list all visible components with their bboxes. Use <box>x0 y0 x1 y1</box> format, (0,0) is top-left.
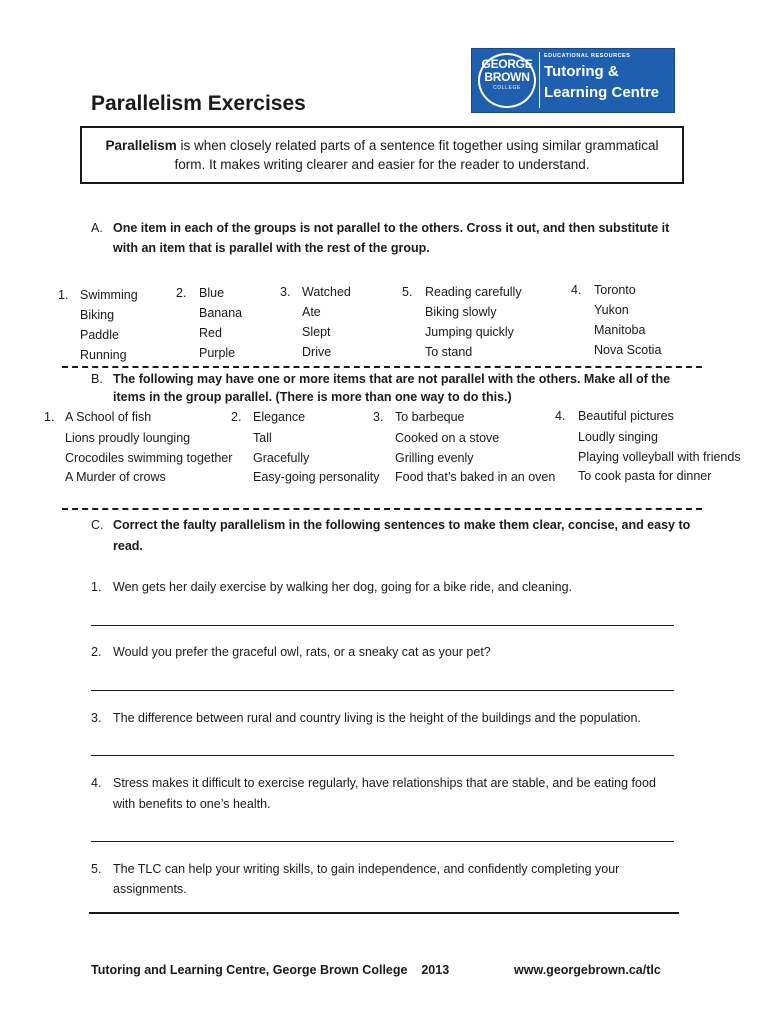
list-item: Cooked on a stove <box>395 431 500 445</box>
section-c-instruction-2: read. <box>113 539 143 553</box>
sentence-text: The TLC can help your writing skills, to gain independence, and confidently completing your <box>113 862 620 876</box>
list-item: Easy-going personality <box>253 470 380 484</box>
definition-line-2: form. It makes writing clearer and easier for the reader to understand. <box>174 157 590 172</box>
sentence-number: 2. <box>91 645 102 659</box>
footer-website: www.georgebrown.ca/tlc <box>514 963 661 977</box>
list-item: Toronto <box>594 283 636 297</box>
list-item: To barbeque <box>395 410 465 424</box>
list-item: Grilling evenly <box>395 451 474 465</box>
section-c-letter: C. <box>91 518 104 532</box>
list-item: Blue <box>199 286 225 300</box>
section-a-letter: A. <box>91 221 103 235</box>
list-item: Tall <box>253 431 272 445</box>
answer-line <box>89 912 679 914</box>
section-b-letter: B. <box>91 372 103 386</box>
list-item: Biking slowly <box>425 305 497 319</box>
list-item: Crocodiles swimming together <box>65 451 233 465</box>
section-a-instruction-1: One item in each of the groups is not parallel to the others. Cross it out, and then substitute it <box>113 221 670 235</box>
sentence-number: 4. <box>91 776 102 790</box>
sentence-text-continued: with benefits to one’s health. <box>113 797 271 811</box>
group-number: 1. <box>44 410 55 424</box>
group-number: 1. <box>58 288 69 302</box>
answer-line <box>91 690 674 691</box>
section-a-instruction-2: with an item that is parallel with the rest of the group. <box>113 241 430 255</box>
list-item: A Murder of crows <box>65 470 166 484</box>
logo-line-2: BROWN <box>484 70 530 84</box>
page-title: Parallelism Exercises <box>91 92 306 115</box>
section-b-instruction-2: items in the group parallel. (There is more than one way to do this.) <box>113 390 512 404</box>
section-b-instruction-1: The following may have one or more items that are not parallel with the others. Make all of the <box>113 372 671 386</box>
list-item: Paddle <box>80 328 119 342</box>
list-item: Ate <box>302 305 321 319</box>
logo-divider <box>539 52 540 108</box>
list-item: Red <box>199 326 222 340</box>
group-number: 4. <box>571 283 582 297</box>
section-c-instruction-1: Correct the faulty parallelism in the following sentences to make them clear, concise, and easy to <box>113 518 691 532</box>
list-item: Elegance <box>253 410 306 424</box>
list-item: Playing volleyball with friends <box>578 450 741 464</box>
definition-text-1: is when closely related parts of a sentence fit together using similar grammatical <box>176 138 659 153</box>
logo-line-3: COLLEGE <box>493 85 521 91</box>
list-item: Swimming <box>80 288 138 302</box>
list-item: A School of fish <box>65 410 152 424</box>
list-item: Yukon <box>594 303 629 317</box>
list-item: Jumping quickly <box>425 325 514 339</box>
list-item: Slept <box>302 325 331 339</box>
list-item: Reading carefully <box>425 285 522 299</box>
list-item: Manitoba <box>594 323 646 337</box>
sentence-text-continued: assignments. <box>113 882 187 896</box>
list-item: Nova Scotia <box>594 343 662 357</box>
sentence-text: Would you prefer the graceful owl, rats, or a sneaky cat as your pet? <box>113 645 491 659</box>
sentence-text: Stress makes it difficult to exercise regularly, have relationships that are stable, and be eating food <box>113 776 656 790</box>
sentence-text: The difference between rural and country living is the height of the buildings and the population. <box>113 711 641 725</box>
group-number: 2. <box>176 286 187 300</box>
section-divider <box>62 366 702 368</box>
college-logo <box>471 48 675 113</box>
sentence-number: 3. <box>91 711 102 725</box>
list-item: Purple <box>199 346 236 360</box>
section-divider <box>62 508 702 510</box>
list-item: Running <box>80 348 127 362</box>
sentence-text: Wen gets her daily exercise by walking her dog, going for a bike ride, and cleaning. <box>113 580 573 594</box>
group-number: 2. <box>231 410 242 424</box>
sentence-number: 5. <box>91 862 102 876</box>
answer-line <box>91 755 674 756</box>
definition-term: Parallelism <box>105 138 177 153</box>
definition-box <box>80 126 684 184</box>
list-item: Food that’s baked in an oven <box>395 470 556 484</box>
group-number: 3. <box>373 410 384 424</box>
group-number: 5. <box>402 285 413 299</box>
list-item: Watched <box>302 285 351 299</box>
list-item: Biking <box>80 308 115 322</box>
logo-name-2: Learning Centre <box>544 84 660 101</box>
group-number: 3. <box>280 285 291 299</box>
logo-tagline: EDUCATIONAL RESOURCES <box>544 53 631 59</box>
list-item: To stand <box>425 345 473 359</box>
list-item: To cook pasta for dinner <box>578 469 712 483</box>
sentence-number: 1. <box>91 580 102 594</box>
list-item: Loudly singing <box>578 430 658 444</box>
list-item: Beautiful pictures <box>578 409 674 423</box>
definition-line-1 <box>82 136 682 155</box>
answer-line <box>91 625 674 626</box>
list-item: Drive <box>302 345 332 359</box>
footer-credit: Tutoring and Learning Centre, George Brown College 2013 <box>91 963 450 977</box>
list-item: Banana <box>199 306 243 320</box>
list-item: Gracefully <box>253 451 310 465</box>
logo-line-1: GEORGE <box>481 57 533 71</box>
group-number: 4. <box>555 409 566 423</box>
list-item: Lions proudly lounging <box>65 431 191 445</box>
answer-line <box>91 841 674 842</box>
logo-name-1: Tutoring & <box>544 63 619 80</box>
